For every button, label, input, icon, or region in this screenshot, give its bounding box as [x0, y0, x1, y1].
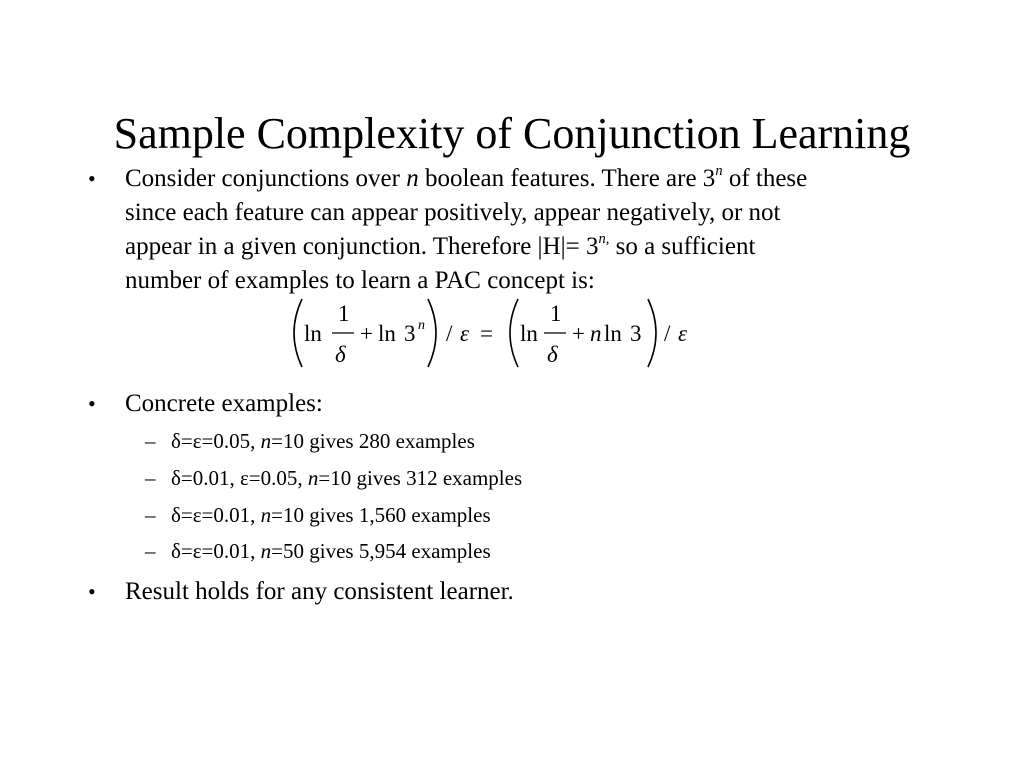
bullet-consistent-learner: [88, 575, 925, 609]
dash-marker: –: [145, 466, 156, 490]
exponent-n: n: [418, 318, 425, 333]
bullet-conjunctions: [88, 162, 925, 298]
bullet-line: Consider conjunctions over n boolean features. There are 3$^n$ of these: [125, 163, 808, 192]
numerator: 1: [550, 301, 562, 326]
bullet-marker: •: [88, 391, 96, 416]
right-paren: [648, 299, 656, 367]
bullet-line: appear in a given conjunction. Therefore $|H|= 3^{n,}$ so a sufficient: [125, 231, 756, 260]
equals-sign: =: [480, 321, 493, 346]
left-paren: [294, 299, 302, 367]
example-item: – δ=ε=0.01, n=10 gives 1,560 examples: [145, 503, 491, 527]
bullet-concrete-examples: [88, 387, 925, 421]
ln-text: ln: [304, 321, 322, 346]
epsilon-symbol: ε: [460, 321, 470, 346]
delta-symbol: δ: [335, 342, 346, 367]
ln-text: ln: [520, 321, 538, 346]
bullet-line: since each feature can appear positively, appear negatively, or not: [125, 199, 781, 226]
slide-title: Sample Complexity of Conjunction Learning: [113, 109, 911, 158]
dash-marker: –: [145, 539, 156, 563]
plus-sign: +: [360, 321, 373, 346]
example-item: – δ=ε=0.01, n=50 gives 5,954 examples: [145, 539, 491, 563]
divide-slash: /: [446, 321, 453, 346]
right-paren: [428, 299, 436, 367]
ln-text: ln: [604, 321, 622, 346]
example-item: – δ=ε=0.05, n=10 gives 280 examples: [145, 429, 475, 453]
sample-complexity-formula: [282, 295, 702, 375]
bullet-marker: •: [88, 579, 96, 604]
divide-slash: /: [664, 321, 671, 346]
left-paren: [510, 299, 518, 367]
bullet-line: Result holds for any consistent learner.: [125, 578, 514, 605]
dash-marker: –: [145, 429, 156, 453]
example-item: – δ=0.01, ε=0.05, n=10 gives 312 examples: [145, 466, 523, 490]
numerator: 1: [338, 301, 350, 326]
plus-sign: +: [572, 321, 585, 346]
bullet-marker: •: [88, 166, 96, 191]
ln-text: ln: [378, 321, 396, 346]
bullet-line: number of examples to learn a PAC concept is:: [125, 267, 595, 294]
dash-marker: –: [145, 503, 156, 527]
three-value: 3: [630, 321, 642, 346]
bullet-line: Concrete examples:: [125, 390, 323, 417]
delta-symbol: δ: [547, 342, 558, 367]
variable-n: n: [590, 321, 602, 346]
epsilon-symbol: ε: [678, 321, 688, 346]
base-three: 3: [404, 321, 416, 346]
